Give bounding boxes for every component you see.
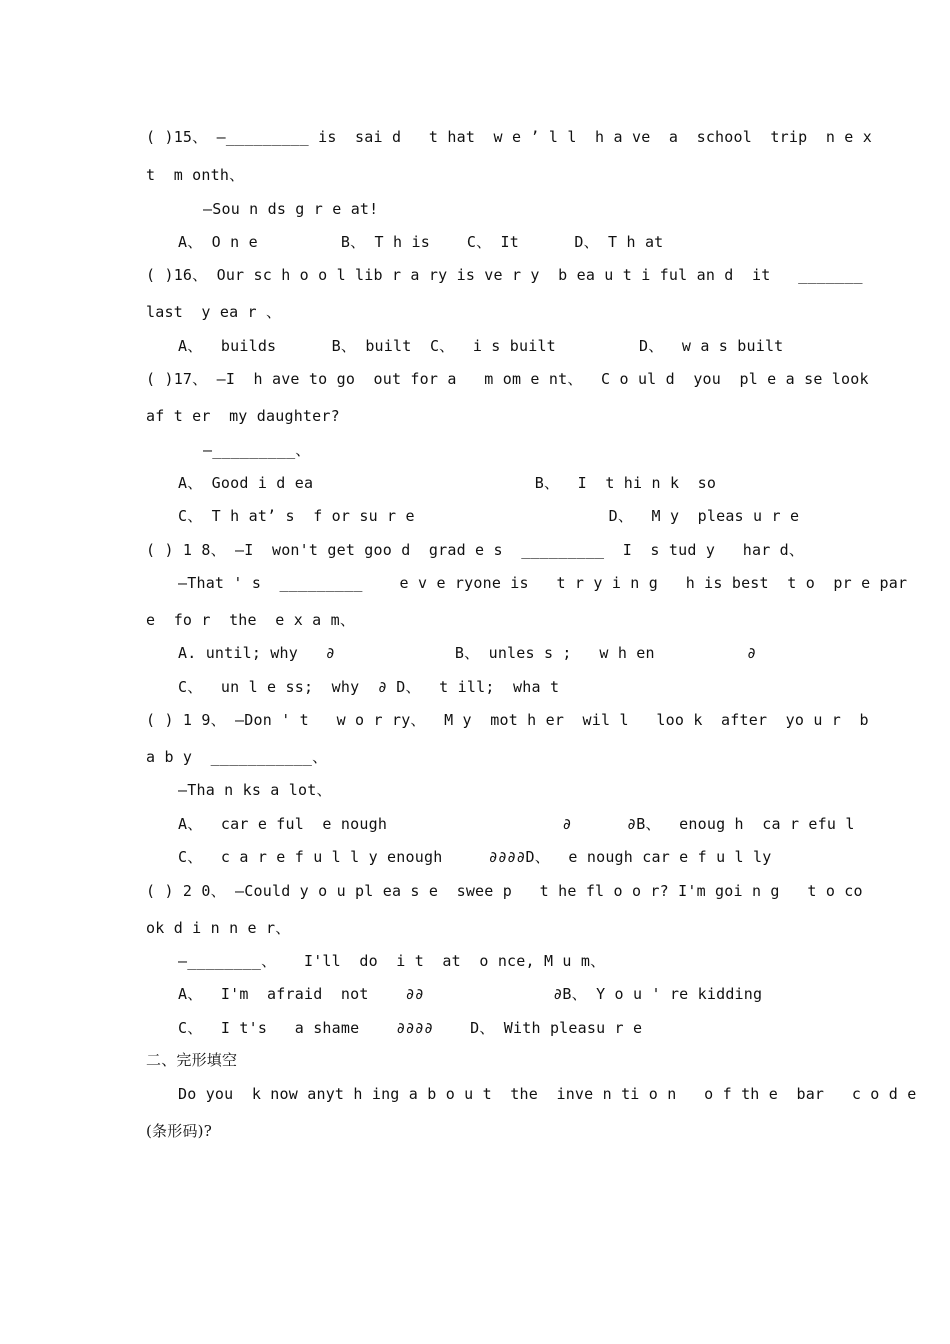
text-line: —_________、 xyxy=(203,441,311,459)
text-line: ( )15、 —_________ is sai d t hat w e ’ l l h a ve a school trip n e x xyxy=(146,128,872,146)
text-line: —Sou n ds g r e at! xyxy=(203,200,379,218)
text-line: af t er my daughter? xyxy=(146,407,340,425)
text-line: (条形码)? xyxy=(146,1122,212,1140)
text-line: ok d i n n e r、 xyxy=(146,919,291,937)
text-line: —________、 I'll do i t at o nce, M u m、 xyxy=(178,952,606,970)
text-line: a b y ___________、 xyxy=(146,748,328,766)
text-line: e fo r the e x a m、 xyxy=(146,611,356,629)
text-line: C、 un l e ss; why ∂ D、 t ill; wha t xyxy=(178,678,560,696)
text-line: last y ea r 、 xyxy=(146,303,282,321)
text-line: C、 T h at’ s f or su r e D、 M y pleas u r e xyxy=(178,507,800,525)
text-line: A、 I'm afraid not ∂∂ ∂B、 Y o u ' re kidding xyxy=(178,985,763,1003)
text-line: C、 c a r e f u l l y enough ∂∂∂∂D、 e nough car e f u l ly xyxy=(178,848,772,866)
text-line: A. until; why ∂ B、 unles s ; w h en ∂ xyxy=(178,644,757,662)
text-line: A、 Good i d ea B、 I t hi n k so xyxy=(178,474,717,492)
text-line: A、 builds B、 built C、 i s built D、 w a s built xyxy=(178,337,784,355)
text-line: ( ) 1 8、 —I won't get goo d grad e s _________ I s tud y har d、 xyxy=(146,541,805,559)
text-line: A、 car e ful e nough ∂ ∂B、 enoug h ca r efu l xyxy=(178,815,855,833)
text-line: 二、完形填空 xyxy=(146,1051,238,1069)
text-line: —That ' s _________ e v e ryone is t r y i n g h is best t o pr e par xyxy=(178,574,908,592)
text-line: ( ) 2 0、 —Could y o u pl ea s e swee p t he fl o o r? I'm goi n g t o co xyxy=(146,882,863,900)
text-line: Do you k now anyt h ing a b o u t the inve n ti o n o f th e bar c o d e xyxy=(178,1085,917,1103)
text-line: C、 I t's a shame ∂∂∂∂ D、 With pleasu r e xyxy=(178,1019,643,1037)
text-line: ( ) 1 9、 —Don ' t w o r ry、 M y mot h er wil l loo k after yo u r b xyxy=(146,711,869,729)
text-line: ( )17、 —I h ave to go out for a m om e nt、 C o ul d you pl e a se look xyxy=(146,370,869,388)
text-line: A、 O n e B、 T h is C、 It D、 T h at xyxy=(178,233,664,251)
text-line: —Tha n ks a lot、 xyxy=(178,781,332,799)
text-line: ( )16、 Our sc h o o l lib r a ry is ve r y b ea u t i ful an d it _______ xyxy=(146,266,863,284)
text-line: t m onth、 xyxy=(146,166,245,184)
